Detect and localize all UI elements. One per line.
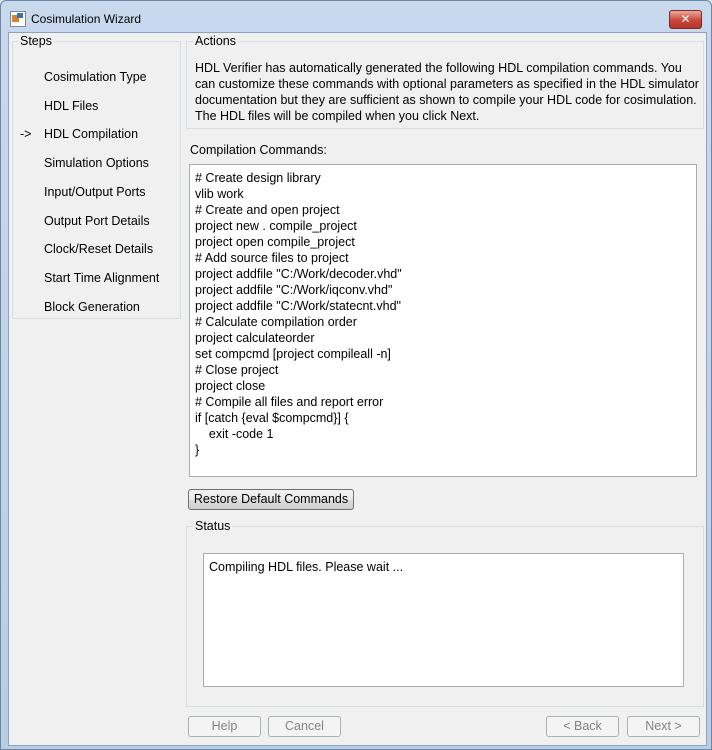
compilation-commands-editor[interactable]: [189, 164, 697, 477]
step-label: Simulation Options: [44, 156, 149, 171]
command-line: }: [195, 443, 200, 457]
step-label: HDL Files: [44, 98, 99, 113]
help-button[interactable]: Help: [188, 716, 261, 737]
actions-description: HDL Verifier has automatically generated the following HDL compilation commands. You can customize these commands with optional parameters as specified in the HDL simulator documentation but they are sufficient as shown to compile your HDL code for cosimulation. The HDL files will be compiled when you click Next.: [195, 61, 699, 123]
back-button[interactable]: < Back: [546, 716, 619, 737]
window-title: Cosimulation Wizard: [31, 12, 142, 26]
command-line: # Add source files to project: [195, 251, 349, 265]
command-line: exit -code 1: [195, 427, 274, 441]
step-label: Start Time Alignment: [44, 270, 160, 285]
command-line: project new . compile_project: [195, 219, 357, 233]
command-line: # Create and open project: [195, 203, 340, 217]
command-line: set compcmd [project compileall -n]: [195, 347, 391, 361]
command-line: project addfile "C:/Work/statecnt.vhd": [195, 299, 401, 313]
command-line: vlib work: [195, 187, 244, 201]
status-output: Compiling HDL files. Please wait ...: [203, 553, 684, 687]
status-panel: [186, 526, 704, 707]
command-line: if [catch {eval $compcmd}] {: [195, 411, 349, 425]
cancel-button[interactable]: Cancel: [268, 716, 341, 737]
restore-default-commands-button[interactable]: Restore Default Commands: [188, 489, 354, 510]
command-line: # Compile all files and report error: [195, 395, 384, 409]
command-line: project open compile_project: [195, 235, 355, 249]
current-step-marker: ->: [20, 127, 32, 142]
title-bar: [1, 1, 711, 31]
command-line: project calculateorder: [195, 331, 315, 345]
close-button[interactable]: ✕: [669, 10, 702, 29]
command-line: project close: [195, 379, 266, 393]
dialog-client-area: [8, 32, 707, 746]
actions-panel: [186, 41, 704, 129]
step-label: Clock/Reset Details: [44, 242, 154, 257]
step-label: Cosimulation Type: [44, 70, 147, 84]
steps-panel: [12, 41, 181, 319]
compilation-commands-label: Compilation Commands:: [190, 143, 327, 157]
command-line: project addfile "C:/Work/decoder.vhd": [195, 267, 402, 281]
command-line: # Close project: [195, 363, 279, 377]
steps-title: Steps: [20, 34, 52, 48]
step-label: Block Generation: [44, 299, 140, 314]
next-button[interactable]: Next >: [627, 716, 700, 737]
matlab-app-icon: [10, 11, 26, 27]
step-label: HDL Compilation: [44, 127, 139, 142]
step-label: Input/Output Ports: [44, 184, 146, 199]
command-line: # Calculate compilation order: [195, 315, 357, 329]
actions-title: Actions: [195, 34, 236, 48]
status-title: Status: [195, 519, 231, 533]
step-label: Output Port Details: [44, 213, 150, 228]
command-line: project addfile "C:/Work/iqconv.vhd": [195, 283, 393, 297]
command-line: # Create design library: [195, 171, 321, 185]
